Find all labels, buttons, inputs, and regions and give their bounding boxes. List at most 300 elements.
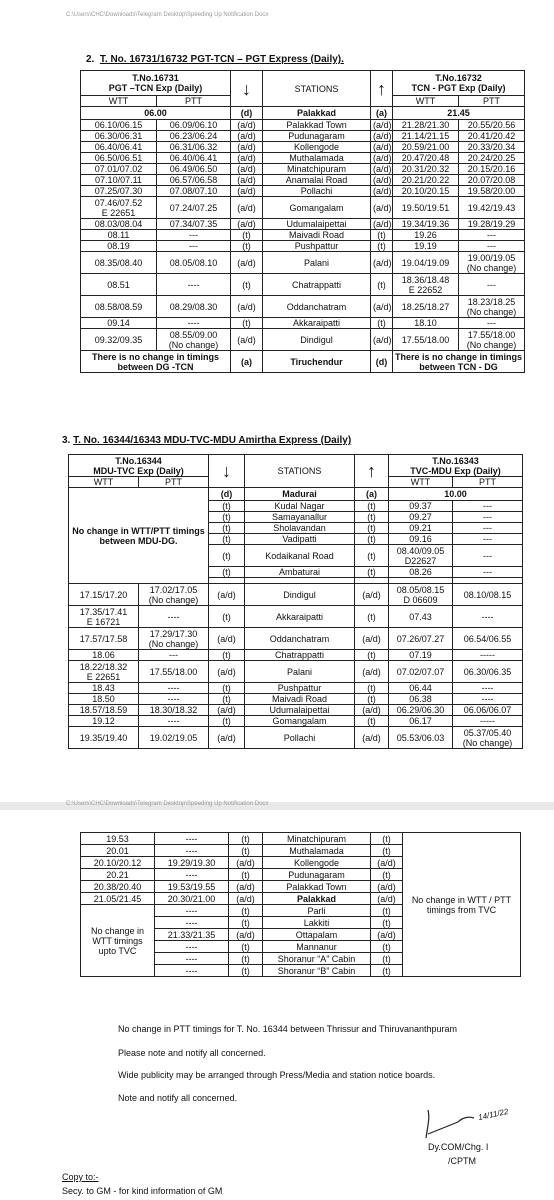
ptt-cell: ---- — [155, 833, 229, 845]
wtt-cell: 06.17 — [389, 716, 453, 727]
stop-code-cell: (t) — [371, 965, 403, 977]
stop-code-cell: (a/d) — [231, 164, 263, 175]
train-16344-header: T.No.16344 MDU-TVC Exp (Daily) — [69, 455, 209, 477]
stop-code-cell: (a/d) — [371, 929, 403, 941]
station-cell: Akkaraipatti — [245, 606, 355, 628]
wtt-cell: 19.34/19.36 — [393, 219, 459, 230]
ptt-cell: 20.15/20.16 — [459, 164, 525, 175]
ptt-cell: 06.40/06.41 — [157, 153, 231, 164]
wtt-cell: 07.25/07.30 — [81, 186, 157, 197]
stop-code-cell: (a/d) — [209, 584, 245, 606]
wtt-cell: 18.50 — [69, 694, 139, 705]
up-arrow-icon: ↑ — [355, 455, 389, 488]
station-cell: Ottapalam — [263, 929, 371, 941]
station-cell: Palani — [245, 661, 355, 683]
stop-code-cell: (a/d) — [371, 893, 403, 905]
ptt-cell: 06.54/06.55 — [453, 628, 523, 650]
stop-code-cell: (a/d) — [229, 881, 263, 893]
section-3-timetable — [68, 454, 523, 749]
wtt-cell: 18.10 — [393, 318, 459, 329]
section-2-timetable — [80, 70, 525, 373]
station-cell: Pushpattur — [263, 241, 371, 252]
wtt-cell: 08.11 — [81, 230, 157, 241]
station-cell: Akkaraipatti — [263, 318, 371, 329]
station-cell: Shoranur “B” Cabin — [263, 965, 371, 977]
stop-code-cell: (t) — [355, 650, 389, 661]
stop-code-cell: (t) — [355, 534, 389, 545]
section-3-title-text: T. No. 16344/16343 MDU-TVC-MDU Amirtha Express (Daily) — [73, 435, 352, 446]
wtt-cell: 20.47/20.48 — [393, 153, 459, 164]
station-cell: Muthalamada — [263, 845, 371, 857]
wtt-cell: 17.35/17.41 E 16721 — [69, 606, 139, 628]
ptt-cell: --- — [453, 567, 523, 578]
station-cell: Pushpattur — [245, 683, 355, 694]
station-cell: Samayanallur — [245, 512, 355, 523]
ptt-cell: ---- — [139, 694, 209, 705]
ptt-cell: 20.07/20.08 — [459, 175, 525, 186]
station-cell: Dindigul — [263, 329, 371, 351]
station-cell: Mannanur — [263, 941, 371, 953]
station-cell: Sholavandan — [245, 523, 355, 534]
stop-code-cell: (a/d) — [209, 727, 245, 749]
table-row — [81, 131, 525, 142]
table-row — [81, 120, 525, 131]
station-cell: Shoranur “A” Cabin — [263, 953, 371, 965]
ptt-cell: 19.58/20.00 — [459, 186, 525, 197]
ptt-cell: ---- — [157, 318, 231, 329]
wtt-cell: 08.40/09.05 D22627 — [389, 545, 453, 567]
ptt-cell: 19.42/19.43 — [459, 197, 525, 219]
wtt-cell: 17.15/17.20 — [69, 584, 139, 606]
stop-code-cell: (t) — [209, 567, 245, 578]
wtt-cell: 07.26/07.27 — [389, 628, 453, 650]
down-arrow-icon: ↓ — [231, 71, 263, 107]
wtt-cell: 06.10/06.15 — [81, 120, 157, 131]
table-row — [69, 488, 523, 501]
station-cell: Vadipatti — [245, 534, 355, 545]
ptt-cell: --- — [459, 241, 525, 252]
wtt-cell: 08.05/08.15 D 06609 — [389, 584, 453, 606]
wtt-cell: 09.16 — [389, 534, 453, 545]
table-row — [81, 230, 525, 241]
stop-code-cell: (t) — [355, 512, 389, 523]
wtt-cell: 07.43 — [389, 606, 453, 628]
stop-code-cell: (a/d) — [231, 153, 263, 164]
ptt-cell: 19.00/19.05 (No change) — [459, 252, 525, 274]
start-time-cell: 10.00 — [389, 488, 523, 501]
table-row — [69, 683, 523, 694]
wtt-cell: 20.21/20.22 — [393, 175, 459, 186]
station-cell: Parli — [263, 905, 371, 917]
wtt-cell: 05.53/06.03 — [389, 727, 453, 749]
table-row — [81, 296, 525, 318]
stop-code-cell: (t) — [209, 523, 245, 534]
table-row — [81, 329, 525, 351]
stop-code-cell: (a/d) — [371, 197, 393, 219]
table-row — [81, 175, 525, 186]
ptt-cell: 17.55/18.00 — [139, 661, 209, 683]
table-row — [69, 705, 523, 716]
stop-code-cell: (t) — [371, 869, 403, 881]
table-row: There is no change in timings between DG -TCN (a) Tiruchendur (d) There is no change in timings between TCN - DG — [81, 351, 525, 373]
ptt-cell: 06.06/06.07 — [453, 705, 523, 716]
stop-code-cell: (t) — [229, 917, 263, 929]
ptt-cell: 19.02/19.05 — [139, 727, 209, 749]
stop-code-cell: (t) — [229, 845, 263, 857]
stop-code-cell: (t) — [371, 845, 403, 857]
ptt-cell: 06.30/06.35 — [453, 661, 523, 683]
ptt-cell: 08.10/08.15 — [453, 584, 523, 606]
stop-code-cell: (a/d) — [371, 120, 393, 131]
ptt-cell: ---- — [155, 905, 229, 917]
station-cell: Gomangalam — [245, 716, 355, 727]
wtt-cell: 21.28/21.30 — [393, 120, 459, 131]
copy-to-heading: Copy to:- — [62, 1172, 99, 1182]
stop-code-cell: (d) — [209, 488, 245, 501]
table-row — [81, 833, 521, 845]
stop-code-cell: (t) — [371, 241, 393, 252]
ptt-cell: 07.34/07.35 — [157, 219, 231, 230]
ptt-cell: --- — [139, 650, 209, 661]
stop-code-cell: (t) — [209, 501, 245, 512]
wtt-cell: 20.10/20.15 — [393, 186, 459, 197]
wtt-cell: 09.14 — [81, 318, 157, 329]
ptt-cell: ---- — [155, 917, 229, 929]
station-cell: Chatrappatti — [263, 274, 371, 296]
station-cell: Maivadi Road — [263, 230, 371, 241]
stop-code-cell: (a/d) — [209, 628, 245, 650]
stop-code-cell: (a/d) — [231, 186, 263, 197]
ptt-cell: ---- — [453, 694, 523, 705]
note-please-notify: Please note and notify all concerned. — [118, 1048, 266, 1058]
table-row: 06.00 (d) Palakkad (a) 21.45 — [81, 107, 525, 120]
station-cell: Udumalaipettai — [245, 705, 355, 716]
stop-code-cell: (t) — [229, 905, 263, 917]
wtt-cell: 21.14/21.15 — [393, 131, 459, 142]
wtt-cell: 20.10/20.12 — [81, 857, 155, 869]
ptt-cell: ---- — [453, 606, 523, 628]
table-row — [81, 219, 525, 230]
stop-code-cell: (a/d) — [355, 584, 389, 606]
ptt-cell: ---- — [139, 606, 209, 628]
stop-code-cell: (a/d) — [355, 661, 389, 683]
wtt-cell: 20.01 — [81, 845, 155, 857]
table-row — [81, 142, 525, 153]
stop-code-cell: (a/d) — [231, 120, 263, 131]
section-2-title-text: T. No. 16731/16732 PGT-TCN – PGT Express (Daily). — [99, 54, 344, 65]
signature-date: 14/11/22 — [477, 1106, 510, 1123]
stop-code-cell: (a/d) — [371, 252, 393, 274]
stop-code-cell: (a/d) — [231, 252, 263, 274]
wtt-cell: 19.53 — [81, 833, 155, 845]
ptt-cell: ---- — [157, 274, 231, 296]
stop-code-cell: (t) — [371, 905, 403, 917]
stop-code-cell: (a/d) — [209, 661, 245, 683]
stop-code-cell: (t) — [371, 833, 403, 845]
continuation-timetable — [80, 832, 521, 977]
stop-code-cell: (a/d) — [371, 164, 393, 175]
station-cell: Pudunagaram — [263, 869, 371, 881]
ptt-cell: --- — [453, 545, 523, 567]
stop-code-cell: (a/d) — [231, 197, 263, 219]
stop-code-cell: (a) — [355, 488, 389, 501]
table-row — [81, 153, 525, 164]
wtt-cell: 09.32/09.35 — [81, 329, 157, 351]
ptt-cell: 19.28/19.29 — [459, 219, 525, 230]
station-cell: Oddanchatram — [263, 296, 371, 318]
station-cell: Maivadi Road — [245, 694, 355, 705]
wtt-cell: 19.50/19.51 — [393, 197, 459, 219]
stop-code-cell: (t) — [229, 953, 263, 965]
ptt-cell: 17.29/17.30 (No change) — [139, 628, 209, 650]
ptt-header: PTT — [157, 96, 231, 107]
ptt-cell: 06.57/06.58 — [157, 175, 231, 186]
wtt-cell: 07.19 — [389, 650, 453, 661]
station-cell: Kollengode — [263, 142, 371, 153]
ptt-cell: 18.23/18.25 (No change) — [459, 296, 525, 318]
wtt-header: WTT — [81, 96, 157, 107]
wtt-cell: 20.31/20.32 — [393, 164, 459, 175]
stop-code-cell: (t) — [209, 545, 245, 567]
ptt-cell: --- — [459, 274, 525, 296]
down-arrow-icon: ↓ — [209, 455, 245, 488]
ptt-cell: 19.29/19.30 — [155, 857, 229, 869]
ptt-cell: 07.08/07.10 — [157, 186, 231, 197]
ptt-cell: 08.55/09.00 (No change) — [157, 329, 231, 351]
ptt-cell: 20.30/21.00 — [155, 893, 229, 905]
stations-header: STATIONS — [245, 455, 355, 488]
wtt-cell: 09.21 — [389, 523, 453, 534]
stop-code-cell: (a/d) — [229, 857, 263, 869]
station-cell: Kollengode — [263, 857, 371, 869]
section-3-title — [62, 435, 351, 446]
stop-code-cell: (t) — [355, 606, 389, 628]
wtt-cell: 18.36/18.48 E 22652 — [393, 274, 459, 296]
ptt-cell: ---- — [139, 683, 209, 694]
section-3-number: 3. — [62, 435, 71, 446]
ptt-cell: --- — [453, 501, 523, 512]
stop-code-cell: (t) — [371, 274, 393, 296]
stop-code-cell: (t) — [371, 318, 393, 329]
table-row — [69, 584, 523, 606]
stop-code-cell: (t) — [355, 523, 389, 534]
ptt-cell: 20.41/20.42 — [459, 131, 525, 142]
stop-code-cell: (t) — [209, 683, 245, 694]
station-cell: Lakkiti — [263, 917, 371, 929]
stop-code-cell: (a/d) — [371, 142, 393, 153]
station-cell: Ambaturai — [245, 567, 355, 578]
station-cell: Pudunagaram — [263, 131, 371, 142]
ptt-cell: ---- — [155, 965, 229, 977]
ptt-cell: 20.33/20.34 — [459, 142, 525, 153]
stop-code-cell: (t) — [231, 318, 263, 329]
wtt-cell: 18.06 — [69, 650, 139, 661]
stop-code-cell: (t) — [355, 545, 389, 567]
station-cell: Pollachi — [263, 186, 371, 197]
train-16732-header: T.No.16732 TCN - PGT Exp (Daily) — [393, 71, 525, 96]
stop-code-cell: (a/d) — [371, 175, 393, 186]
station-cell: Palakkad Town — [263, 881, 371, 893]
wtt-cell: 20.59/21.00 — [393, 142, 459, 153]
ptt-cell: 17.55/18.00 (No change) — [459, 329, 525, 351]
wtt-cell: 08.51 — [81, 274, 157, 296]
table-row — [81, 164, 525, 175]
table-row — [69, 694, 523, 705]
ptt-cell: 20.55/20.56 — [459, 120, 525, 131]
train-16343-header: T.No.16343 TVC-MDU Exp (Daily) — [389, 455, 523, 477]
ptt-cell: 19.53/19.55 — [155, 881, 229, 893]
stop-code-cell: (a/d) — [355, 628, 389, 650]
station-cell: Madurai — [245, 488, 355, 501]
ptt-cell: 18.30/18.32 — [139, 705, 209, 716]
station-cell: Anamalai Road — [263, 175, 371, 186]
wtt-cell: 07.02/07.07 — [389, 661, 453, 683]
stop-code-cell: (t) — [231, 274, 263, 296]
ptt-cell: --- — [453, 523, 523, 534]
stop-code-cell: (a/d) — [231, 296, 263, 318]
ptt-cell: --- — [459, 230, 525, 241]
table-row — [69, 628, 523, 650]
wtt-header: WTT — [393, 96, 459, 107]
stop-code-cell: (t) — [355, 501, 389, 512]
wtt-cell: 18.43 — [69, 683, 139, 694]
wtt-cell: 09.37 — [389, 501, 453, 512]
stop-code-cell: (a/d) — [371, 329, 393, 351]
station-cell: Udumalaipettai — [263, 219, 371, 230]
stop-code-cell: (t) — [371, 953, 403, 965]
ptt-cell: ---- — [155, 941, 229, 953]
stop-code-cell: (t) — [231, 230, 263, 241]
up-arrow-icon: ↑ — [371, 71, 393, 107]
wtt-cell: 08.58/08.59 — [81, 296, 157, 318]
file-path-header: C:\Users\CHC\Downloads\Telegram Desktop\Speeding Up Notification Docx — [66, 12, 269, 18]
wtt-cell: 19.35/19.40 — [69, 727, 139, 749]
wtt-cell: 17.57/17.58 — [69, 628, 139, 650]
section-2-number: 2. — [86, 54, 95, 65]
ptt-cell: 08.05/08.10 — [157, 252, 231, 274]
stop-code-cell: (a/d) — [355, 705, 389, 716]
stop-code-cell: (t) — [209, 650, 245, 661]
wtt-cell: 08.19 — [81, 241, 157, 252]
stop-code-cell: (a/d) — [231, 175, 263, 186]
station-cell: Palani — [263, 252, 371, 274]
station-cell: Minatchipuram — [263, 164, 371, 175]
ptt-cell: ----- — [453, 650, 523, 661]
note-notify-concerned: Note and notify all concerned. — [118, 1093, 238, 1103]
stop-code-cell: (t) — [209, 716, 245, 727]
ptt-cell: ----- — [453, 716, 523, 727]
ptt-cell: ---- — [155, 845, 229, 857]
stations-header: STATIONS — [263, 71, 371, 107]
ptt-cell: 17.02/17.05 (No change) — [139, 584, 209, 606]
station-cell: Oddanchatram — [245, 628, 355, 650]
ptt-header: PTT — [459, 96, 525, 107]
stop-code-cell: (t) — [209, 534, 245, 545]
table-row — [69, 606, 523, 628]
stop-code-cell: (a/d) — [371, 131, 393, 142]
ptt-cell: 06.23/06.24 — [157, 131, 231, 142]
stop-code-cell: (a/d) — [231, 131, 263, 142]
ptt-cell: ---- — [139, 716, 209, 727]
ptt-cell: --- — [157, 241, 231, 252]
station-cell: Gomangalam — [263, 197, 371, 219]
station-cell: Pollachi — [245, 727, 355, 749]
wtt-cell: 09.27 — [389, 512, 453, 523]
ptt-cell: 07.24/07.25 — [157, 197, 231, 219]
wtt-cell: 18.22/18.32 E 22651 — [69, 661, 139, 683]
wtt-cell: 20.21 — [81, 869, 155, 881]
wtt-cell: 21.05/21.45 — [81, 893, 155, 905]
wtt-header: WTT — [389, 477, 453, 488]
wtt-header: WTT — [69, 477, 139, 488]
stop-code-cell: (t) — [371, 230, 393, 241]
stop-code-cell: (a/d) — [231, 329, 263, 351]
signatory-office: /CPTM — [448, 1156, 476, 1166]
wtt-cell: 19.12 — [69, 716, 139, 727]
note-ptt-no-change: No change in PTT timings for T. No. 16344 between Thrissur and Thiruvananthpuram — [118, 1024, 458, 1034]
stop-code-cell: (t) — [355, 567, 389, 578]
wtt-cell: 06.38 — [389, 694, 453, 705]
signatory-designation: Dy.COM/Chg. I — [428, 1142, 489, 1152]
stop-code-cell: (t) — [355, 716, 389, 727]
stop-code-cell: (t) — [209, 694, 245, 705]
stop-code-cell: (a/d) — [231, 142, 263, 153]
signature-scrawl — [418, 1104, 488, 1146]
stop-code-cell: (a/d) — [355, 727, 389, 749]
ptt-cell: ---- — [155, 869, 229, 881]
ptt-cell: --- — [157, 230, 231, 241]
table-row — [81, 252, 525, 274]
station-cell: Chatrappatti — [245, 650, 355, 661]
train-16731-header: T.No.16731 PGT –TCN Exp (Daily) — [81, 71, 231, 96]
station-cell: Palakkad Town — [263, 120, 371, 131]
ptt-cell: --- — [459, 318, 525, 329]
note-wide-publicity: Wide publicity may be arranged through Press/Media and station notice boards. — [118, 1070, 436, 1080]
stop-code-cell: (a/d) — [371, 219, 393, 230]
table-row — [81, 186, 525, 197]
stop-code-cell: (a/d) — [371, 186, 393, 197]
stop-code-cell: (t) — [229, 869, 263, 881]
section-2-title — [86, 54, 344, 65]
wtt-cell: 06.50/06.51 — [81, 153, 157, 164]
table-row — [81, 241, 525, 252]
wtt-cell: 08.26 — [389, 567, 453, 578]
wtt-cell: 19.19 — [393, 241, 459, 252]
station-cell: Muthalamada — [263, 153, 371, 164]
ptt-cell: ---- — [155, 953, 229, 965]
wtt-cell: 18.25/18.27 — [393, 296, 459, 318]
stop-code-cell: (a/d) — [371, 857, 403, 869]
stop-code-cell: (t) — [229, 941, 263, 953]
wtt-cell: 06.29/06.30 — [389, 705, 453, 716]
table-row — [69, 727, 523, 749]
stop-code-cell: (a/d) — [209, 705, 245, 716]
stop-code-cell: (t) — [371, 917, 403, 929]
ptt-header: PTT — [453, 477, 523, 488]
ptt-cell: 08.29/08.30 — [157, 296, 231, 318]
table-row — [69, 716, 523, 727]
ptt-cell: ---- — [453, 683, 523, 694]
stop-code-cell: (a/d) — [229, 893, 263, 905]
wtt-cell: 20.38/20.40 — [81, 881, 155, 893]
ptt-cell: --- — [453, 534, 523, 545]
wtt-cell: 06.44 — [389, 683, 453, 694]
stop-code-cell: (t) — [229, 965, 263, 977]
wtt-cell: 07.46/07.52 E 22651 — [81, 197, 157, 219]
ptt-cell: 21.33/21.35 — [155, 929, 229, 941]
stop-code-cell: (t) — [355, 683, 389, 694]
wtt-cell: 08.03/08.04 — [81, 219, 157, 230]
